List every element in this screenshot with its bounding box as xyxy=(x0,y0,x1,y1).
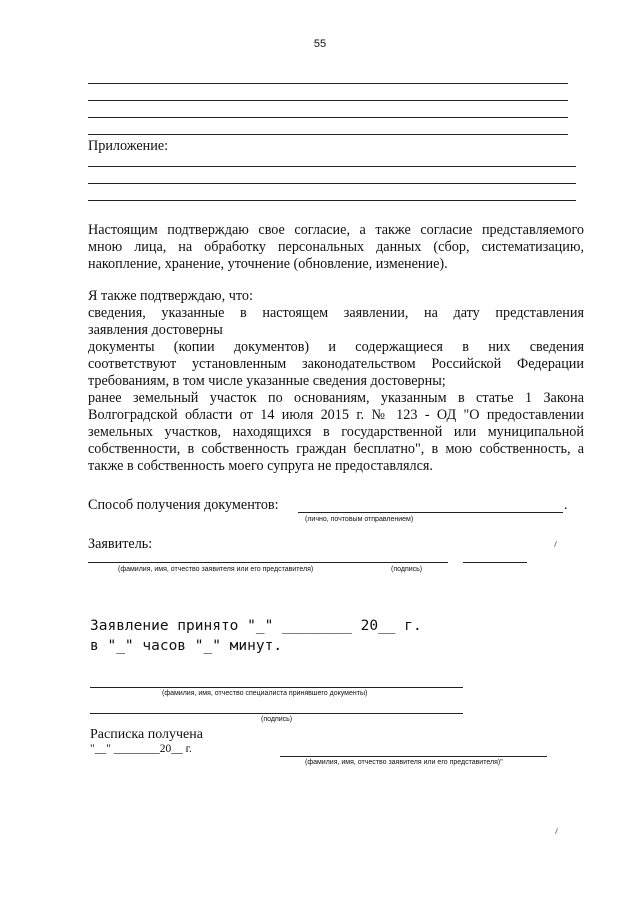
receipt-caption: (фамилия, имя, отчество заявителя или его представителя)" xyxy=(305,759,503,766)
accepted-line-1: Заявление принято "_" ________ 20__ г. xyxy=(90,618,422,634)
appendix-line xyxy=(88,183,576,184)
receipt-name-field[interactable] xyxy=(280,756,547,757)
margin-mark xyxy=(555,828,558,834)
delivery-end-dot: . xyxy=(564,497,568,513)
consent-line: накопление, хранение, уточнение (обновление, изменение). xyxy=(88,256,448,272)
consent-paragraph xyxy=(88,222,584,273)
accepted-line-2: в "_" часов "_" минут. xyxy=(90,638,283,654)
appendix-label: Приложение: xyxy=(88,138,169,154)
applicant-label: Заявитель: xyxy=(88,536,153,552)
confirm-item-line: также в собственность моего супруга не предоставлялся. xyxy=(88,458,433,474)
applicant-signature-caption: (подпись) xyxy=(391,566,423,573)
confirm-item-line: ранее земельный участок по основаниям, указанным в статье 1 Закона xyxy=(88,390,584,406)
consent-line: Настоящим подтверждаю свое согласие, а также согласие представляемого xyxy=(88,222,584,238)
confirm-item-line: документы (копии документов) и содержащиеся в них сведения xyxy=(88,339,584,355)
confirm-item-line: собственности, в собственность граждан бесплатно", в мою собственность, а xyxy=(88,441,584,457)
consent-line: мною лица, на обработку персональных данных (сбор, систематизацию, xyxy=(88,239,584,255)
confirm-item-line: соответствуют установленным законодательством Российской Федерации xyxy=(88,356,584,372)
applicant-name-caption: (фамилия, имя, отчество заявителя или его представителя) xyxy=(118,566,314,573)
applicant-signature-field[interactable] xyxy=(463,562,527,563)
applicant-name-field[interactable] xyxy=(88,562,448,563)
confirm-item-line: земельных участков, находящихся в государственной или муниципальной xyxy=(88,424,584,440)
confirm-block xyxy=(88,288,584,475)
specialist-signature-field[interactable] xyxy=(90,713,463,714)
confirm-item-line: Волгоградской области от 14 июля 2015 г. № 123 - ОД "О предоставлении xyxy=(88,407,584,423)
blank-line xyxy=(88,83,568,84)
confirm-intro: Я также подтверждаю, что: xyxy=(88,288,253,304)
margin-mark xyxy=(554,541,557,547)
receipt-label: Расписка получена xyxy=(90,727,203,742)
specialist-caption: (фамилия, имя, отчество специалиста принявшего документы) xyxy=(162,690,368,697)
receipt-date: "__" ________20__ г. xyxy=(90,743,192,755)
delivery-label: Способ получения документов: xyxy=(88,497,279,513)
confirm-item-line: сведения, указанные в настоящем заявлении, на дату представления xyxy=(88,305,584,321)
blank-line xyxy=(88,117,568,118)
specialist-signature-caption: (подпись) xyxy=(261,716,293,723)
specialist-name-field[interactable] xyxy=(90,687,463,688)
confirm-item-line: требованиям, в том числе указанные сведения достоверны; xyxy=(88,373,446,389)
blank-line xyxy=(88,100,568,101)
appendix-line xyxy=(88,200,576,201)
page-number: 55 xyxy=(313,38,327,50)
appendix-line xyxy=(88,166,576,167)
delivery-field[interactable] xyxy=(298,512,563,513)
confirm-item-line: заявления достоверны xyxy=(88,322,223,338)
delivery-caption: (лично, почтовым отправлением) xyxy=(305,516,414,523)
blank-line xyxy=(88,134,568,135)
